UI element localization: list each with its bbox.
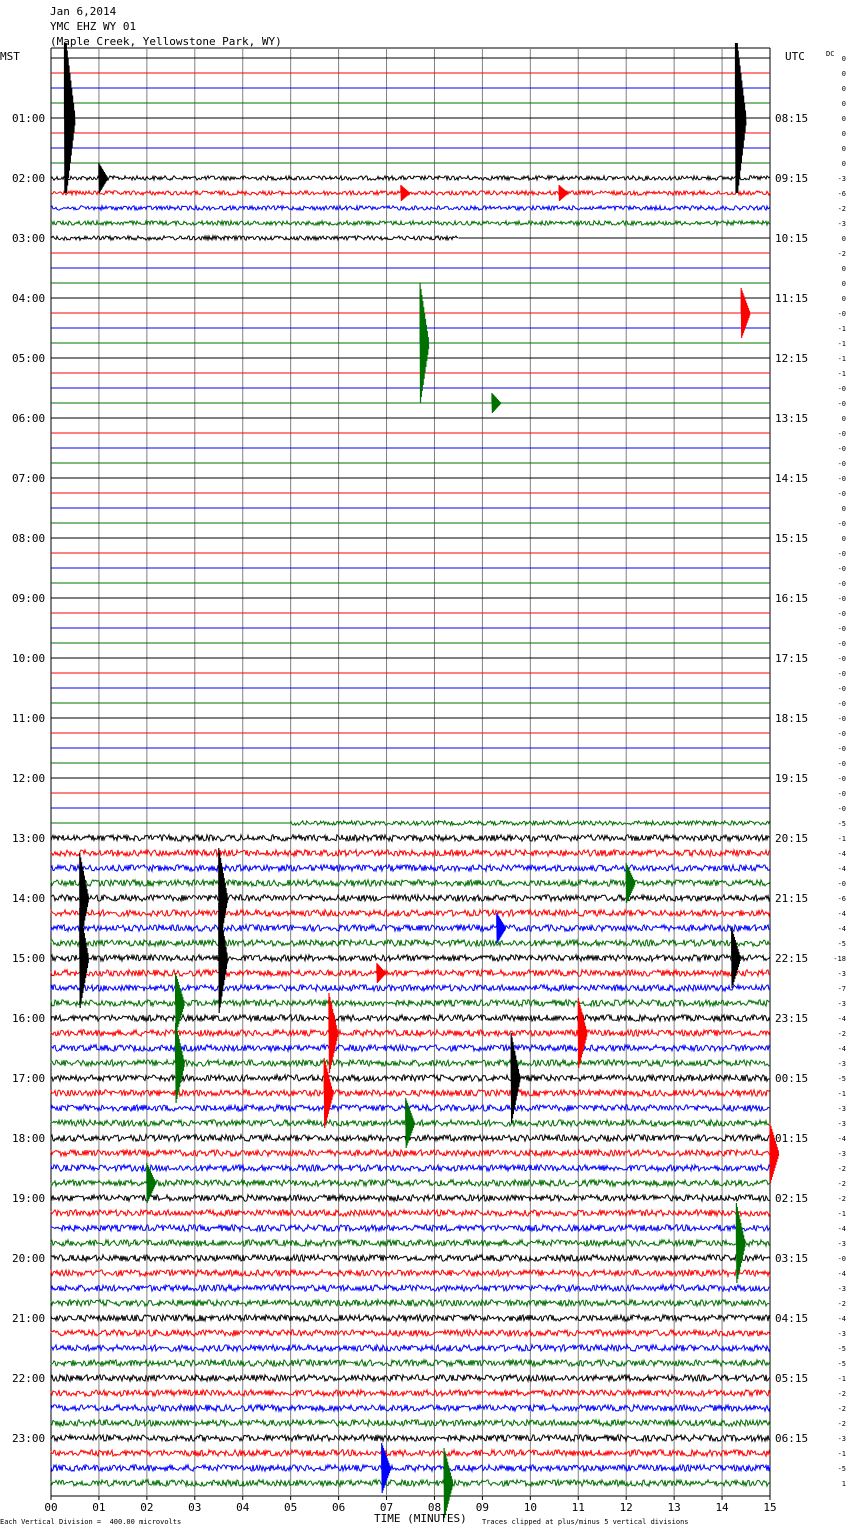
plot-grid — [51, 48, 770, 1496]
trace-waveform — [51, 1435, 770, 1441]
hour-label-mst: 14:00 — [12, 892, 46, 905]
x-tick-label: 02 — [140, 1501, 154, 1514]
x-tick-label: 09 — [475, 1501, 490, 1514]
seismic-traces — [51, 43, 779, 1518]
dc-offset-value: -7 — [837, 985, 846, 993]
dc-offset-value: -2 — [837, 1390, 846, 1398]
trace-waveform — [51, 1405, 770, 1411]
dc-offset-value: -3 — [837, 1120, 846, 1128]
dc-offset-value: -3 — [837, 1000, 846, 1008]
dc-offset-value: -0 — [837, 520, 846, 528]
trace-waveform — [51, 1195, 770, 1201]
trace-waveform — [51, 1225, 770, 1231]
dc-offset-value: -0 — [837, 565, 846, 573]
hour-label-mst: 03:00 — [12, 232, 46, 245]
hour-label-utc: 22:15 — [775, 952, 809, 965]
x-tick-label: 14 — [715, 1501, 729, 1514]
dc-offset-value: 0 — [841, 145, 846, 153]
dc-offset-value: -0 — [837, 655, 846, 663]
seismic-event — [497, 913, 506, 943]
trace-waveform — [51, 1105, 770, 1111]
dc-offset-value: -0 — [837, 310, 846, 318]
hour-label-mst: 12:00 — [12, 772, 46, 785]
seismic-event — [176, 973, 185, 1033]
trace-waveform — [51, 940, 770, 946]
trace-waveform — [51, 1255, 770, 1261]
dc-offset-value: -3 — [837, 1285, 846, 1293]
trace-waveform — [51, 1075, 770, 1081]
dc-offset-value: 0 — [841, 280, 846, 288]
x-tick-label: 04 — [236, 1501, 250, 1514]
seismic-event — [65, 43, 74, 193]
hour-label-utc: 02:15 — [775, 1192, 809, 1205]
trace-waveform — [51, 1285, 770, 1291]
hour-label-utc: 21:15 — [775, 892, 809, 905]
dc-offset-value: -1 — [837, 355, 846, 363]
dc-offset-value: -0 — [837, 550, 846, 558]
dc-offset-value: -1 — [837, 325, 846, 333]
hour-label-mst: 07:00 — [12, 472, 46, 485]
dc-offset-value: -0 — [837, 730, 846, 738]
seismic-event — [324, 1058, 333, 1128]
hour-label-utc: 13:15 — [775, 412, 809, 425]
dc-offset-value: -5 — [837, 1345, 846, 1353]
hour-label-utc: 01:15 — [775, 1132, 809, 1145]
trace-waveform — [51, 865, 770, 871]
seismic-event — [99, 163, 108, 193]
dc-offset-value: -6 — [837, 190, 846, 198]
hour-label-mst: 09:00 — [12, 592, 46, 605]
dc-offset-value: -0 — [837, 385, 846, 393]
dc-offset-value: -1 — [837, 835, 846, 843]
trace-waveform — [51, 1420, 770, 1426]
dc-offset-value: -0 — [837, 640, 846, 648]
trace-waveform — [51, 1240, 770, 1246]
dc-offset-value: -5 — [837, 1360, 846, 1368]
hour-label-mst: 17:00 — [12, 1072, 46, 1085]
x-tick-label: 13 — [667, 1501, 681, 1514]
clip-note: Traces clipped at plus/minus 5 vertical divisions — [482, 1518, 689, 1526]
trace-waveform — [51, 1045, 770, 1051]
x-tick-label: 15 — [763, 1501, 777, 1514]
x-tick-label: 11 — [571, 1501, 585, 1514]
dc-offset-value: -1 — [837, 370, 846, 378]
trace-waveform — [51, 191, 770, 195]
dc-offset-value: 0 — [841, 265, 846, 273]
dc-offset-value: -0 — [837, 1255, 846, 1263]
x-tick-label: 07 — [379, 1501, 394, 1514]
trace-waveform — [51, 985, 770, 991]
x-tick-label: 12 — [619, 1501, 633, 1514]
dc-offset-value: -1 — [837, 340, 846, 348]
hour-label-utc: 11:15 — [775, 292, 809, 305]
trace-waveform — [51, 895, 770, 901]
x-tick-label: 01 — [92, 1501, 106, 1514]
dc-offset-value: -3 — [837, 970, 846, 978]
hour-label-utc: 06:15 — [775, 1432, 809, 1445]
seismic-event — [578, 998, 587, 1068]
dc-offset-value: -1 — [837, 1450, 846, 1458]
seismic-event — [420, 283, 429, 403]
dc-column-label: DC — [826, 50, 835, 58]
dc-offset-value: -5 — [837, 1075, 846, 1083]
dc-offset-value: -4 — [837, 910, 846, 918]
hour-label-mst: 05:00 — [12, 352, 46, 365]
hour-label-utc: 09:15 — [775, 172, 809, 185]
dc-offset-value: -3 — [837, 175, 846, 183]
trace-waveform — [51, 1210, 770, 1216]
dc-offset-value: -3 — [837, 1150, 846, 1158]
dc-offset-value: -4 — [837, 1015, 846, 1023]
dc-offset-value: -0 — [837, 490, 846, 498]
dc-offset-value: -0 — [837, 400, 846, 408]
trace-waveform — [51, 1015, 770, 1021]
scale-note: Each Vertical Division = 400.00 microvolts — [0, 1518, 182, 1526]
hour-label-mst: 15:00 — [12, 952, 46, 965]
dc-offset-value: -6 — [837, 895, 846, 903]
dc-offset-value: 0 — [841, 160, 846, 168]
dc-offset-value: -2 — [837, 1195, 846, 1203]
dc-offset-value: 0 — [841, 535, 846, 543]
dc-offset-value: -0 — [837, 670, 846, 678]
dc-offset-value: 0 — [841, 70, 846, 78]
hour-label-mst: 21:00 — [12, 1312, 46, 1325]
dc-offset-value: -0 — [837, 790, 846, 798]
dc-offset-value: -0 — [837, 745, 846, 753]
trace-waveform — [51, 1375, 770, 1381]
seismic-event — [492, 393, 501, 413]
dc-offset-value: -4 — [837, 925, 846, 933]
hour-label-mst: 11:00 — [12, 712, 46, 725]
dc-offset-value: 0 — [841, 100, 846, 108]
dc-offset-value: 0 — [841, 235, 846, 243]
dc-offset-value: -4 — [837, 1045, 846, 1053]
station-code: YMC EHZ WY 01 — [50, 20, 137, 33]
hour-label-mst: 13:00 — [12, 832, 46, 845]
x-tick-label: 03 — [188, 1501, 202, 1514]
seismic-event — [559, 185, 568, 201]
dc-offset-value: -0 — [837, 475, 846, 483]
trace-waveform — [51, 1060, 770, 1066]
seismic-event — [377, 963, 386, 983]
dc-offset-value: -4 — [837, 850, 846, 858]
dc-offset-value: -2 — [837, 1165, 846, 1173]
trace-waveform — [51, 850, 770, 856]
dc-offset-value: -0 — [837, 880, 846, 888]
dc-offset-value: -5 — [837, 820, 846, 828]
trace-waveform — [51, 236, 458, 240]
trace-waveform — [51, 1360, 770, 1366]
trace-waveform — [51, 1345, 770, 1351]
hour-label-mst: 02:00 — [12, 172, 46, 185]
hour-label-mst: 04:00 — [12, 292, 46, 305]
hour-label-mst: 08:00 — [12, 532, 46, 545]
hour-label-utc: 20:15 — [775, 832, 809, 845]
x-tick-label: 06 — [331, 1501, 346, 1514]
dc-offset-value: -0 — [837, 460, 846, 468]
x-tick-label: 08 — [427, 1501, 442, 1514]
dc-offset-value: -0 — [837, 445, 846, 453]
hour-label-utc: 03:15 — [775, 1252, 809, 1265]
trace-waveform — [51, 1000, 770, 1006]
trace-waveform — [51, 925, 770, 931]
dc-offset-value: -0 — [837, 685, 846, 693]
dc-offset-value: -4 — [837, 1135, 846, 1143]
x-tick-label: 10 — [523, 1501, 537, 1514]
dc-offset-value: -1 — [837, 1210, 846, 1218]
hour-label-utc: 15:15 — [775, 532, 809, 545]
trace-waveform — [51, 1300, 770, 1306]
trace-waveform — [51, 910, 770, 916]
trace-waveform — [51, 1165, 770, 1171]
seismic-event — [401, 185, 410, 201]
dc-offset-value: -4 — [837, 865, 846, 873]
dc-offset-value: -4 — [837, 1315, 846, 1323]
dc-offset-value: -2 — [837, 1420, 846, 1428]
hour-label-utc: 18:15 — [775, 712, 809, 725]
hour-label-utc: 17:15 — [775, 652, 809, 665]
dc-offset-value: 0 — [841, 130, 846, 138]
hour-label-utc: 14:15 — [775, 472, 809, 485]
hour-label-utc: 08:15 — [775, 112, 809, 125]
trace-waveform — [51, 1180, 770, 1186]
x-tick-label: 05 — [284, 1501, 298, 1514]
trace-waveform — [51, 970, 770, 976]
dc-offset-value: -2 — [837, 205, 846, 213]
trace-waveform — [51, 1270, 770, 1276]
dc-offset-value: 1 — [841, 1480, 846, 1488]
dc-offset-value: -3 — [837, 1435, 846, 1443]
dc-offset-value: -2 — [837, 1180, 846, 1188]
hour-label-utc: 19:15 — [775, 772, 809, 785]
dc-offset-value: -0 — [837, 595, 846, 603]
record-date: Jan 6,2014 — [50, 5, 117, 18]
hour-label-utc: 12:15 — [775, 352, 809, 365]
right-timezone-label: UTC — [785, 50, 805, 63]
dc-offset-value: -0 — [837, 625, 846, 633]
dc-offset-value: -3 — [837, 1240, 846, 1248]
dc-offset-value: -0 — [837, 580, 846, 588]
trace-waveform — [51, 1315, 770, 1321]
hour-label-mst: 18:00 — [12, 1132, 46, 1145]
dc-offset-value: -5 — [837, 940, 846, 948]
hour-label-utc: 00:15 — [775, 1072, 809, 1085]
x-tick-label: 00 — [44, 1501, 58, 1514]
hour-label-mst: 22:00 — [12, 1372, 46, 1385]
dc-offset-value: 0 — [841, 85, 846, 93]
seismic-event — [736, 43, 745, 193]
hour-label-mst: 01:00 — [12, 112, 46, 125]
dc-offset-value: 0 — [841, 415, 846, 423]
seismic-event — [732, 928, 741, 988]
trace-waveform — [51, 1150, 770, 1156]
trace-waveform — [51, 1135, 770, 1141]
dc-offset-value: -2 — [837, 1405, 846, 1413]
hour-label-mst: 10:00 — [12, 652, 46, 665]
trace-waveform — [51, 1330, 770, 1336]
dc-offset-value: -18 — [833, 955, 846, 963]
dc-offset-value: -0 — [837, 430, 846, 438]
dc-offset-value: -2 — [837, 250, 846, 258]
trace-waveform — [51, 1465, 770, 1471]
dc-offset-value: -3 — [837, 1330, 846, 1338]
trace-waveform — [51, 1090, 770, 1096]
dc-offset-value: -1 — [837, 1375, 846, 1383]
dc-offset-value: -5 — [837, 1465, 846, 1473]
trace-waveform — [51, 206, 770, 210]
trace-waveform — [51, 955, 770, 961]
left-timezone-label: MST — [0, 50, 20, 63]
trace-waveform — [51, 221, 770, 225]
hour-label-mst: 16:00 — [12, 1012, 46, 1025]
dc-offset-value: 0 — [841, 55, 846, 63]
trace-waveform — [51, 1450, 770, 1456]
dc-offset-value: -0 — [837, 610, 846, 618]
dc-offset-value: -4 — [837, 1225, 846, 1233]
hour-label-utc: 16:15 — [775, 592, 809, 605]
dc-offset-value: -3 — [837, 220, 846, 228]
seismic-event — [444, 1448, 453, 1518]
hour-label-mst: 20:00 — [12, 1252, 46, 1265]
trace-waveform — [51, 176, 770, 180]
hour-label-utc: 04:15 — [775, 1312, 809, 1325]
station-location: (Maple Creek, Yellowstone Park, WY) — [50, 35, 282, 48]
trace-waveform — [51, 880, 770, 886]
hour-label-mst: 23:00 — [12, 1432, 46, 1445]
dc-offset-value: -1 — [837, 1090, 846, 1098]
dc-offset-value: 0 — [841, 295, 846, 303]
hour-label-utc: 10:15 — [775, 232, 809, 245]
dc-offset-value: -0 — [837, 775, 846, 783]
axis-labels — [12, 55, 846, 1514]
dc-offset-value: -0 — [837, 715, 846, 723]
dc-offset-value: -0 — [837, 805, 846, 813]
trace-waveform — [51, 835, 770, 841]
hour-label-utc: 23:15 — [775, 1012, 809, 1025]
dc-offset-value: -0 — [837, 760, 846, 768]
dc-offset-value: -3 — [837, 1105, 846, 1113]
dc-offset-value: -0 — [837, 700, 846, 708]
x-axis-title: TIME (MINUTES) — [374, 1512, 467, 1525]
dc-offset-value: -4 — [837, 1270, 846, 1278]
hour-label-mst: 19:00 — [12, 1192, 46, 1205]
dc-offset-value: -2 — [837, 1030, 846, 1038]
trace-waveform — [51, 1390, 770, 1396]
seismic-event — [741, 288, 750, 338]
dc-offset-value: 0 — [841, 115, 846, 123]
trace-waveform — [51, 1480, 770, 1486]
trace-waveform — [51, 1030, 770, 1036]
dc-offset-value: 0 — [841, 505, 846, 513]
hour-label-utc: 05:15 — [775, 1372, 809, 1385]
dc-offset-value: -2 — [837, 1300, 846, 1308]
dc-offset-value: -3 — [837, 1060, 846, 1068]
hour-label-mst: 06:00 — [12, 412, 46, 425]
